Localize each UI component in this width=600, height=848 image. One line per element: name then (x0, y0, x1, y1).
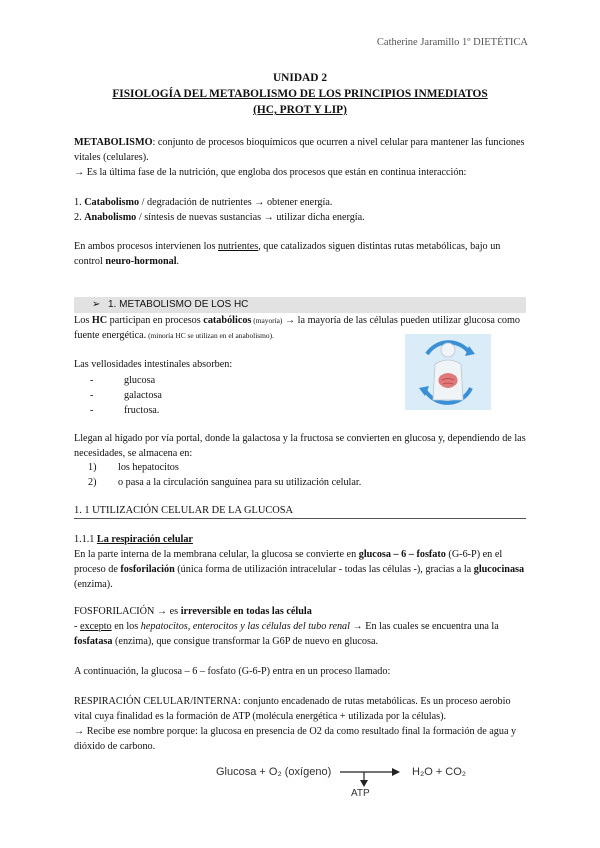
text: (enzima). (74, 578, 113, 590)
catabolismo-rest: / degradación de nutrientes → obtener energía. (139, 197, 333, 208)
catabolismo-term: Catabolismo (84, 197, 140, 208)
metabolismo-def: : conjunto de procesos bioquímicos que ocurren a nivel celular para mantener las funciones vitales (celulares). (74, 137, 525, 163)
text: (enzima), que consigue transformar la G6P de nuevo en glucosa. (112, 635, 379, 647)
higado-paragraph: Llegan al hígado por vía portal, donde la galactosa y la fructosa se convierten en glucosa y, dependiendo de las necesidades, se almacena en: (74, 433, 526, 459)
cells-italic: hepatocitos, enterocitos y las células del tubo renal (140, 621, 350, 632)
fosforilacion-irreversible (74, 605, 312, 620)
item-number: 2. (74, 212, 82, 223)
text: → En las cuales se encuentra una la (349, 621, 499, 632)
text-small: (mayoría) (251, 316, 283, 325)
respiracion-term: RESPIRACIÓN CELULAR/INTERNA (74, 696, 238, 707)
title-sub: (HC, PROT Y LIP) (253, 104, 347, 116)
arrowhead-bullet-icon: ➢ (92, 299, 101, 310)
excepto-paragraph (74, 620, 526, 650)
text: . (176, 255, 180, 267)
text: (única forma de utilización intracelular - todas las células -), gracias a la (174, 563, 474, 575)
section-heading-hc (74, 297, 526, 313)
excepto-term: excepto (79, 621, 112, 632)
sugar-galactosa: galactosa (124, 390, 162, 401)
storage-list (74, 460, 361, 490)
section-title: 1. METABOLISMO DE LOS HC (108, 299, 249, 310)
dash-bullet: - (90, 405, 94, 416)
irreversible-term: irreversible en todas las célula (180, 606, 312, 617)
storage-text: los hepatocitos (118, 462, 179, 473)
metabolismo-term: METABOLISMO (74, 137, 153, 148)
header-author: Catherine Jaramillo 1º DIETÉTICA (376, 37, 528, 48)
fosforilacion-term: fosforilación (120, 563, 175, 575)
body-cycle-icon (405, 334, 491, 410)
list-item (74, 388, 162, 403)
fosforilacion-paragraph (74, 548, 526, 592)
list-item (74, 373, 162, 388)
metabolismo-note: → Es la última fase de la nutrición, que engloba dos procesos que están en continua interacción: (74, 167, 467, 178)
storage-text: o pasa a la circulación sanguínea para su utilización celular. (118, 477, 362, 488)
text: - (74, 621, 80, 632)
item-number: 1. (74, 197, 82, 208)
text-small: (minoría HC se utilizan en el anabolismo). (146, 330, 274, 340)
catabolismo-item (74, 196, 332, 211)
text: → la mayoría de las células pueden utilizar glucosa como fuente energética. (74, 315, 521, 341)
g6p-term: glucosa – 6 – fosfato (358, 549, 446, 560)
section-heading-glucosa: 1. 1 UTILIZACIÓN CELULAR DE LA GLUCOSA (74, 503, 526, 519)
subsection-number: 1.1.1 (74, 534, 97, 545)
item-number: 1) (88, 462, 97, 473)
text: (G-6-P) en el proceso de (74, 549, 503, 575)
list-item (74, 403, 162, 418)
hc-term: HC (91, 315, 108, 326)
catabolicos-term: catabólicos (203, 315, 252, 326)
respiracion-note: → Recibe ese nombre porque: la glucosa en presencia de O2 da como resultado final la formación de agua y dióxido de carbono. (74, 726, 517, 752)
neuro-hormonal-term: neuro-hormonal (105, 255, 177, 267)
text: en los (111, 621, 141, 632)
respiracion-subheading (74, 533, 193, 548)
title-unit: UNIDAD 2 (272, 72, 328, 84)
dash-bullet: - (90, 375, 94, 386)
equation-left: Glucosa + O₂ (oxígeno) (216, 766, 332, 778)
ambos-procesos (74, 240, 526, 270)
sugar-list (74, 373, 162, 418)
reaction-arrow-icon (338, 766, 402, 788)
equation-atp: ATP (351, 788, 370, 799)
text: Los (74, 315, 92, 326)
text: En ambos procesos intervienen los (74, 241, 219, 252)
title-main: FISIOLOGÍA DEL METABOLISMO DE LOS PRINCIPIOS INMEDIATOS (112, 88, 488, 100)
metabolismo-definition (74, 136, 526, 166)
page-title (0, 70, 600, 118)
continuacion-text: A continuación, la glucosa – 6 – fosfato (G-6-P) entra en un proceso llamado: (74, 666, 391, 677)
metabolism-illustration (405, 334, 491, 410)
list-item (74, 475, 361, 490)
text: FOSFORILACIÓN → es (74, 606, 181, 617)
equation-right: H₂O + CO₂ (412, 766, 467, 778)
sugar-fructosa: fructosa. (124, 405, 160, 416)
nutrientes-term: nutrientes (218, 241, 259, 252)
sugar-glucosa: glucosa (124, 375, 156, 386)
glucocinasa-term: glucocinasa (473, 563, 525, 575)
respiracion-paragraph (74, 695, 526, 725)
dash-bullet: - (90, 390, 94, 401)
anabolismo-rest: / síntesis de nuevas sustancias → utilizar dicha energía. (136, 212, 365, 223)
subsection-title: La respiración celular (96, 534, 193, 545)
text: , que catalizados siguen distintas rutas metabólicas, bajo un control (74, 241, 501, 267)
fosfatasa-term: fosfatasa (74, 635, 113, 647)
text: En la parte interna de la membrana celular, la glucosa se convierte en (74, 549, 359, 560)
vellosidades-text: Las vellosidades intestinales absorben: (74, 359, 233, 370)
text: participan en procesos (107, 315, 204, 326)
item-number: 2) (88, 477, 97, 488)
anabolismo-item (74, 211, 365, 226)
list-item (74, 460, 361, 475)
text: : conjunto encadenado de rutas metabólicas. Es un proceso aerobio vital cuya finalidad es la formación de ATP (molécula energética + utilizada por la células). (74, 696, 511, 722)
anabolismo-term: Anabolismo (84, 212, 137, 223)
